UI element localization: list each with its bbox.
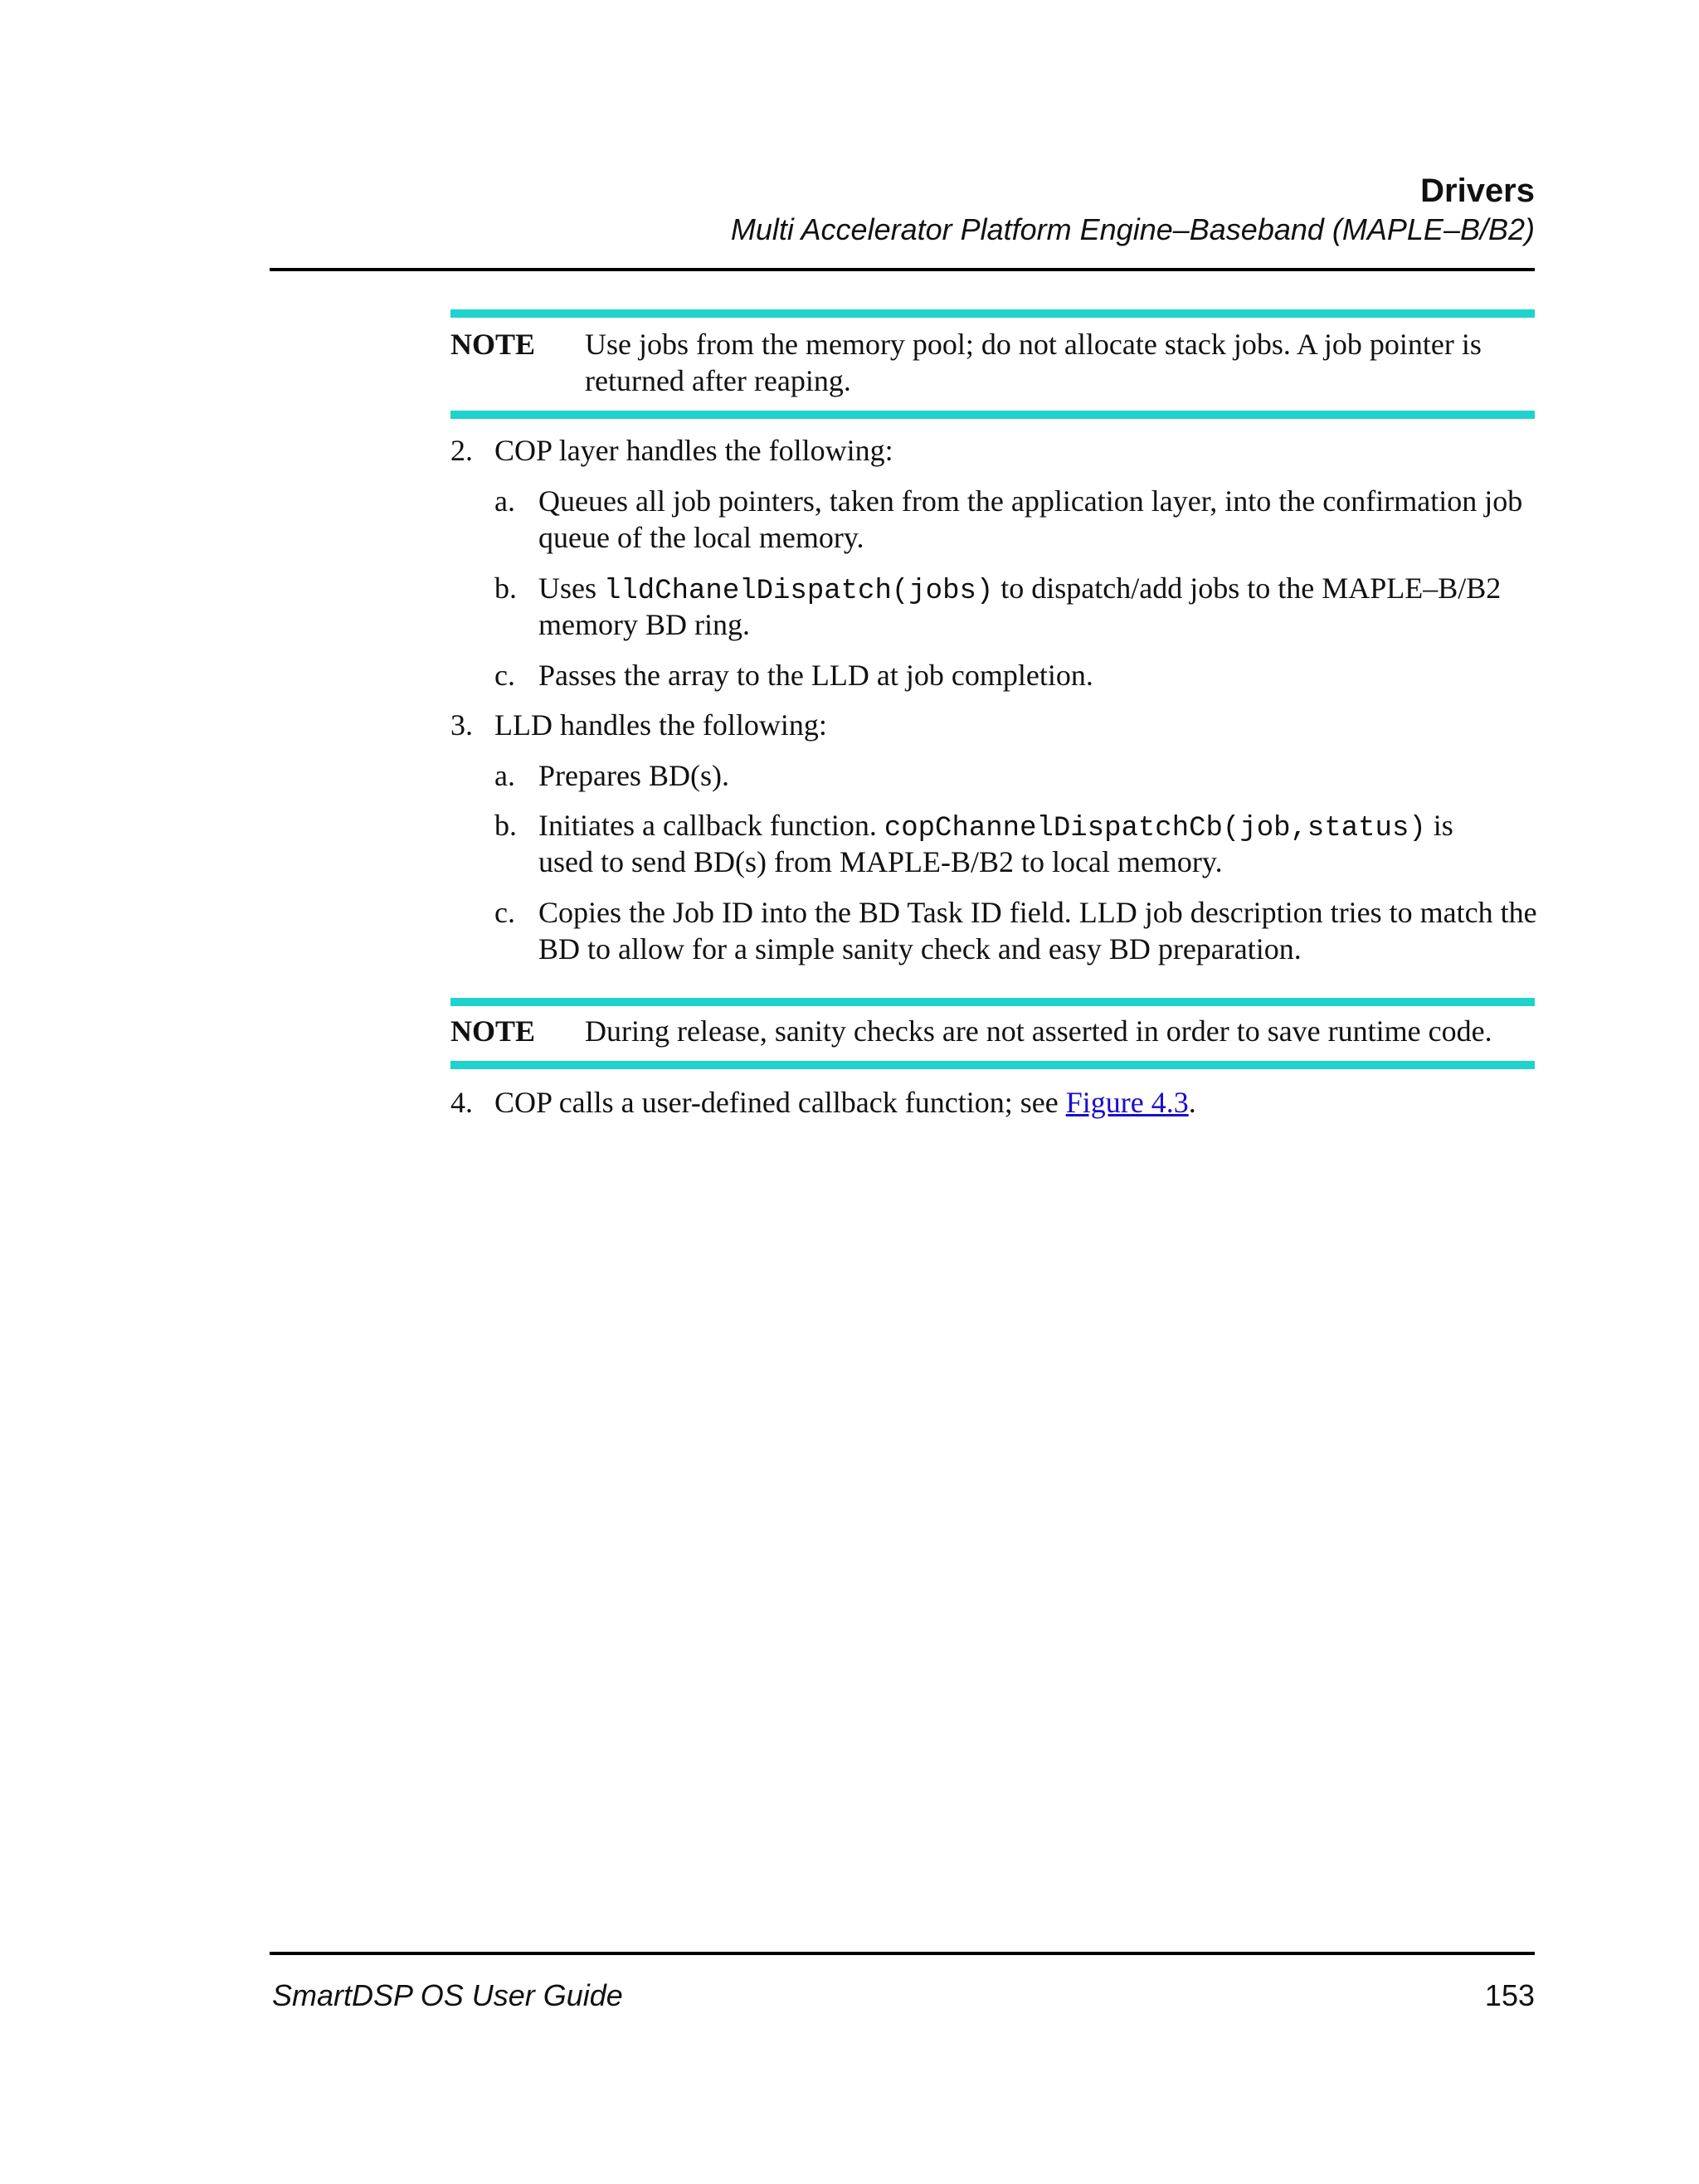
- note-top-bar: [450, 309, 1535, 318]
- section-title: Drivers: [1420, 173, 1535, 209]
- note-text: [585, 1013, 1535, 1049]
- list-number: 2.: [450, 434, 473, 467]
- figure-link[interactable]: Figure 4.3: [1065, 1086, 1189, 1119]
- list-item-text-part: COP calls a user-defined callback function; see: [494, 1086, 1066, 1119]
- sublist-text-part: is: [1425, 809, 1453, 842]
- list-item-text: [494, 1084, 1196, 1121]
- sublist-mark: a.: [494, 759, 515, 792]
- note-box-2: [450, 998, 1535, 1069]
- note-box-1: [450, 309, 1535, 419]
- sublist-text: Prepares BD(s).: [538, 759, 729, 792]
- sublist-text: Copies the Job ID into the BD Task ID field. LLD job description tries to match the: [538, 896, 1537, 929]
- note-text-line: returned after reaping.: [585, 364, 851, 397]
- section-subtitle: Multi Accelerator Platform Engine–Baseband (MAPLE–B/B2): [730, 212, 1535, 246]
- sublist-text: Passes the array to the LLD at job completion.: [538, 659, 1093, 692]
- sublist-text: Queues all job pointers, taken from the application layer, into the confirmation job: [538, 484, 1523, 518]
- sublist-text-part: Initiates a callback function.: [538, 809, 884, 842]
- note-bottom-bar: [450, 411, 1535, 419]
- list-item-text: LLD handles the following:: [494, 708, 827, 742]
- sublist-mark: b.: [494, 572, 517, 605]
- sublist-mark: a.: [494, 484, 515, 518]
- sublist-text: used to send BD(s) from MAPLE-B/B2 to local memory.: [538, 845, 1223, 878]
- note-text-line: During release, sanity checks are not asserted in order to save runtime code.: [585, 1014, 1492, 1048]
- list-item-text: COP layer handles the following:: [494, 434, 893, 467]
- footer-rule: [270, 1952, 1535, 1955]
- list-item-text-part: .: [1188, 1086, 1196, 1119]
- sublist-mark: c.: [494, 659, 515, 692]
- sublist-text: BD to allow for a simple sanity check and easy BD preparation.: [538, 932, 1302, 966]
- note-text: [585, 326, 1535, 399]
- code-identifier: lldChanelDispatch(jobs): [604, 576, 994, 607]
- sublist-mark: c.: [494, 896, 515, 929]
- code-identifier: copChannelDispatchCb(job,status): [884, 813, 1426, 844]
- list-number: 3.: [450, 708, 473, 742]
- sublist-text: queue of the local memory.: [538, 521, 864, 554]
- sublist-text: [538, 807, 1453, 847]
- sublist-mark: b.: [494, 809, 517, 842]
- sublist-text-part: Uses: [538, 572, 604, 605]
- note-top-bar: [450, 998, 1535, 1006]
- note-bottom-bar: [450, 1061, 1535, 1069]
- note-label: NOTE: [450, 1014, 536, 1048]
- footer-title: SmartDSP OS User Guide: [272, 1978, 623, 2012]
- sublist-text-part: to dispatch/add jobs to the MAPLE–B/B2: [993, 572, 1502, 605]
- note-text-line: Use jobs from the memory pool; do not allocate stack jobs. A job pointer is: [585, 328, 1482, 361]
- header-rule: [270, 268, 1535, 271]
- sublist-text: [538, 570, 1501, 610]
- list-number: 4.: [450, 1086, 473, 1119]
- sublist-text: memory BD ring.: [538, 608, 750, 641]
- note-label: NOTE: [450, 328, 536, 361]
- page-number: 153: [1484, 1978, 1535, 2012]
